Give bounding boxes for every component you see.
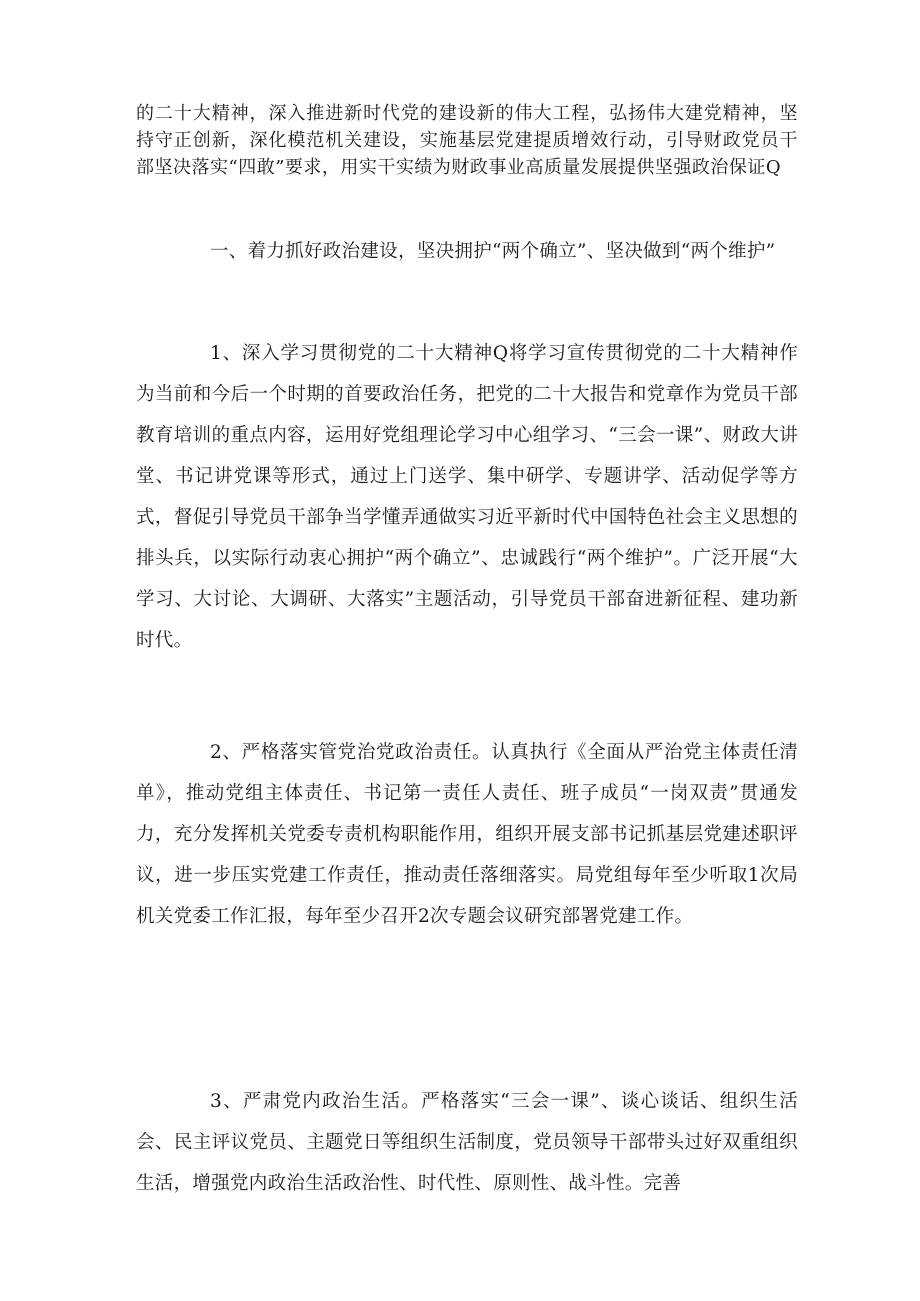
paragraph-2: 2、严格落实管党治党政治责任。认真执行《全面从严治党主体责任清单》，推动党组主体责任、书记第一责任人责任、班子成员“一岗双责”贯通发力，充分发挥机关党委专责机构职能作用，组织开展支部书记抓基层党建述职评议，进一步压实党建工作责任，推动责任落细落实。局党组每年至少听取1次局机关党委工作汇报，每年至少召开2次专题会议研究部署党建工作。 xyxy=(136,742,798,927)
intro-paragraph: 的二十大精神，深入推进新时代党的建设新的伟大工程，弘扬伟大建党精神，坚持守正创新，深化模范机关建设，实施基层党建提质增效行动，引导财政党员干部坚决落实“四敢”要求，用实干实绩为财政事业高质量发展提供坚强政治保证Q xyxy=(136,103,798,178)
paragraph-1: 1、深入学习贯彻党的二十大精神Q将学习宣传贯彻党的二十大精神作为当前和今后一个时期的首要政治任务，把党的二十大报告和党章作为党员干部教育培训的重点内容，运用好党组理论学习中心组学习、“三会一课”、财政大讲堂、书记讲党课等形式，通过上门送学、集中研学、专题讲学、活动促学等方式，督促引导党员干部争当学懂弄通做实习近平新时代中国特色社会主义思想的排头兵，以实际行动衷心拥护“两个确立”、忠诚践行“两个维护”。广泛开展“大学习、大讨论、大调研、大落实”主题活动，引导党员干部奋进新征程、建功新时代。 xyxy=(136,343,798,651)
section-heading: 一、着力抓好政治建设，坚决拥护“两个确立”、坚决做到“两个维护” xyxy=(210,241,776,262)
paragraph-3: 3、严肃党内政治生活。严格落实“三会一课”、谈心谈话、组织生活会、民主评议党员、主题党日等组织生活制度，党员领导干部带头过好双重组织生活，增强党内政治生活政治性、时代性、原则性、战斗性。完善 xyxy=(136,1091,798,1194)
